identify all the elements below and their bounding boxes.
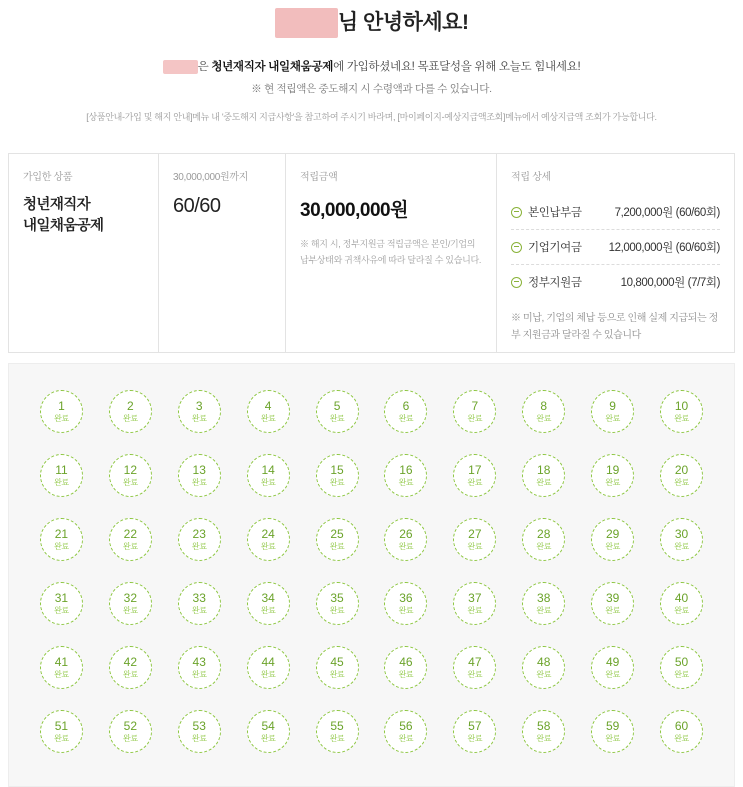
payment-circle[interactable] [384,710,427,753]
minus-circle-icon [511,207,522,218]
payment-circle-number: 8 [540,398,548,413]
payment-circle-number: 11 [55,462,68,477]
menu-guide-note: [상품안내-가입 및 해지 안내]메뉴 내 '중도해지 지급사항'을 참고하여 주시기 바라며, [마이페이지-예상지급액조회]메뉴에서 예상지급액 조회가 가능합니다. [86,112,657,123]
payment-circle-number: 33 [192,590,206,605]
payment-circle[interactable] [178,582,221,625]
payment-circle-number: 31 [54,590,69,605]
payment-circle-number: 14 [261,462,275,477]
payment-circle-number: 44 [261,654,275,669]
detail-name: 정부지원금 [528,277,582,290]
payment-circle[interactable] [178,710,221,753]
payment-circle[interactable] [453,646,496,689]
detail-value: 7,200,000원 (60/60회) [614,207,720,220]
payment-circle[interactable] [660,582,703,625]
amount-value: 30,000,000원 [300,200,408,222]
payment-circle-number: 56 [399,718,413,733]
payment-circle[interactable] [316,710,359,753]
payment-circle[interactable] [660,518,703,561]
payment-circle[interactable] [40,390,83,433]
payment-circle-status: 완료 [605,413,620,423]
detail-row [511,230,720,265]
payment-circle-number: 55 [330,718,344,733]
summary-progress-cell [159,154,286,352]
welcome-product-name: 청년재직자 내일채움공제 [211,61,334,74]
payment-circle-status: 완료 [467,669,483,679]
payment-circle[interactable] [178,454,221,497]
payment-circle[interactable] [522,518,565,561]
page-title [0,8,743,38]
payment-circle[interactable] [591,518,634,561]
payment-circle[interactable] [109,710,152,753]
payment-circle-number: 36 [399,590,413,605]
payment-circle-status: 완료 [123,733,138,743]
detail-row [511,195,720,230]
payment-circle[interactable] [316,390,359,433]
payment-circle-status: 완료 [260,413,276,423]
payment-circle[interactable] [247,646,290,689]
payment-circle-number: 20 [674,462,689,477]
payment-circle-number: 54 [261,718,275,733]
payment-circle-number: 4 [264,398,272,413]
detail-value: 12,000,000원 (60/60회) [608,242,720,255]
payment-circle-number: 48 [537,654,551,669]
payment-circle[interactable] [178,646,221,689]
payment-circle-status: 완료 [54,669,69,679]
payment-circle-status: 완료 [123,477,138,487]
detail-name: 본인납부금 [528,207,582,220]
payment-circle-status: 완료 [467,733,483,743]
payment-circle-number: 3 [195,398,203,413]
payment-circle[interactable] [660,390,703,433]
payment-circle-number: 52 [123,718,138,733]
payment-circle-number: 15 [330,462,344,477]
payment-circle-number: 22 [123,526,138,541]
payment-circle[interactable] [109,390,152,433]
payment-circle-number: 21 [54,526,69,541]
payment-circle-number: 39 [605,590,620,605]
payment-circle[interactable] [522,454,565,497]
payment-circle[interactable] [247,454,290,497]
payment-circle-number: 49 [605,654,620,669]
detail-name-group [511,239,582,255]
payment-circle[interactable] [522,710,565,753]
detail-name-group [511,204,582,220]
payment-circle[interactable] [522,646,565,689]
payment-circle[interactable] [178,518,221,561]
payment-circle-number: 58 [537,718,551,733]
payment-circle-status: 완료 [536,413,552,423]
payment-circle[interactable] [591,454,634,497]
payment-circle-number: 51 [54,718,69,733]
payment-circle-number: 34 [261,590,275,605]
payment-circle-status: 완료 [674,413,689,423]
payment-circle-status: 완료 [260,669,276,679]
masked-username-small [163,60,198,74]
payment-circle-number: 46 [399,654,413,669]
payment-circle-status: 완료 [605,733,620,743]
detail-name-group [511,274,582,290]
payment-circle-number: 6 [402,398,410,413]
payment-circle-status: 완료 [674,733,689,743]
payment-circle-status: 완료 [467,413,483,423]
payment-circle[interactable] [109,646,152,689]
payment-circle-status: 완료 [329,733,345,743]
payment-circle-status: 완료 [398,669,414,679]
payment-circle[interactable] [453,710,496,753]
payment-circle-number: 24 [261,526,275,541]
payment-circle-status: 완료 [329,541,345,551]
payment-circle[interactable] [40,582,83,625]
payment-circle-number: 12 [123,462,138,477]
payment-circle[interactable] [247,710,290,753]
payment-circle-status: 완료 [467,541,483,551]
greeting-suffix: 님 안녕하세요! [337,11,469,34]
minus-circle-icon [511,277,522,288]
payment-circle-status: 완료 [536,733,552,743]
payment-circle-status: 완료 [605,541,620,551]
payment-circle-status: 완료 [674,669,689,679]
payment-circle[interactable] [247,518,290,561]
detail-label: 적립 상세 [511,172,551,184]
payment-circle-status: 완료 [260,733,276,743]
amount-note: ※ 해지 시, 정부지원금 적립금액은 본인/기업의 납부상태와 귀책사유에 따라 달라질 수 있습니다. [300,239,482,266]
payment-circle-number: 17 [468,462,482,477]
payment-circle[interactable] [453,518,496,561]
payment-circle-status: 완료 [54,413,69,423]
payment-circle-number: 26 [399,526,413,541]
payment-circle[interactable] [247,582,290,625]
payment-circle-number: 28 [537,526,551,541]
welcome-suffix: 에 가입하셨네요! 목표달성을 위해 오늘도 힘내세요! [333,61,581,74]
payment-circle-number: 30 [674,526,689,541]
payment-circle-number: 23 [192,526,206,541]
summary-detail-cell [497,154,734,352]
payment-circle-number: 5 [333,398,341,413]
payment-circle-number: 2 [127,398,134,413]
payment-circle-number: 59 [605,718,620,733]
payment-circle[interactable] [384,454,427,497]
progress-count: 60/60 [173,195,221,218]
payment-circle-status: 완료 [54,605,69,615]
payment-circle-status: 완료 [536,669,552,679]
payment-circle-status: 완료 [398,733,414,743]
payment-circle-status: 완료 [123,413,138,423]
payment-circle-status: 완료 [536,477,552,487]
payment-circle-number: 45 [330,654,344,669]
payment-circle-status: 완료 [605,669,620,679]
payment-circle-status: 완료 [329,413,345,423]
payment-circle[interactable] [109,454,152,497]
payment-circle-status: 완료 [123,605,138,615]
payment-grid-panel [8,363,735,787]
payment-circle[interactable] [453,390,496,433]
payment-circle-status: 완료 [329,669,345,679]
payment-circle-status: 완료 [260,477,276,487]
payment-circle[interactable] [40,518,83,561]
payment-circle[interactable] [660,710,703,753]
payment-circle-number: 29 [605,526,620,541]
payment-circle-number: 13 [192,462,206,477]
product-name-line1: 청년재직자 [23,197,91,214]
payment-circle-status: 완료 [398,605,414,615]
summary-amount-cell [286,154,497,352]
payment-circle-status: 완료 [191,669,207,679]
payment-circle-status: 완료 [674,605,689,615]
minus-circle-icon [511,242,522,253]
payment-circle[interactable] [453,582,496,625]
payment-circle[interactable] [384,582,427,625]
payment-circle[interactable] [316,582,359,625]
payment-circle-status: 완료 [54,733,69,743]
payment-circle-number: 40 [674,590,689,605]
payment-circle-number: 57 [468,718,482,733]
page-header [0,0,743,127]
payment-circle-number: 32 [123,590,138,605]
payment-circle-status: 완료 [536,605,552,615]
payment-circle-number: 47 [468,654,482,669]
payment-circle-number: 10 [674,398,689,413]
payment-circle-number: 1 [58,398,65,413]
payment-circle-status: 완료 [54,477,69,487]
payment-circle[interactable] [522,390,565,433]
payment-circle-status: 완료 [467,477,483,487]
payment-circle-status: 완료 [674,541,689,551]
payment-circle-status: 완료 [467,605,483,615]
payment-circle-number: 41 [54,654,69,669]
payment-circle-number: 7 [471,398,479,413]
detail-row [511,265,720,299]
summary-product-cell [9,154,159,352]
payment-circle-number: 25 [330,526,344,541]
payment-circle-number: 35 [330,590,344,605]
payment-circle-number: 19 [605,462,620,477]
payment-circle-status: 완료 [123,669,138,679]
payment-circle-number: 50 [674,654,689,669]
welcome-prefix: 은 [197,61,212,74]
payment-circle-status: 완료 [329,605,345,615]
payment-circle-status: 완료 [260,541,276,551]
progress-label: 30,000,000원까지 [173,172,249,184]
payment-circle[interactable] [316,454,359,497]
payment-circle[interactable] [591,646,634,689]
payment-circle-number: 42 [123,654,138,669]
payment-circle-status: 완료 [398,477,414,487]
payment-circle-status: 완료 [398,413,414,423]
payment-circle[interactable] [660,646,703,689]
payment-circle[interactable] [384,390,427,433]
payment-grid [27,390,716,753]
payment-circle[interactable] [316,646,359,689]
payment-circle[interactable] [247,390,290,433]
payment-circle-status: 완료 [536,541,552,551]
summary-panel [8,153,735,353]
payment-circle[interactable] [109,518,152,561]
payment-circle-number: 16 [399,462,413,477]
payment-circle[interactable] [660,454,703,497]
masked-username [275,8,338,38]
payment-circle-number: 18 [537,462,551,477]
payment-circle-number: 37 [468,590,482,605]
payment-circle-number: 27 [468,526,482,541]
payment-circle[interactable] [384,646,427,689]
payment-circle-number: 43 [192,654,206,669]
payment-circle[interactable] [178,390,221,433]
payment-circle[interactable] [40,710,83,753]
payment-circle[interactable] [591,582,634,625]
payment-circle-status: 완료 [605,605,620,615]
payment-circle-status: 완료 [191,477,207,487]
payment-circle-status: 완료 [674,477,689,487]
payment-circle[interactable] [591,710,634,753]
payment-circle-status: 완료 [191,733,207,743]
payment-circle-status: 완료 [191,541,207,551]
payment-circle[interactable] [40,646,83,689]
payment-circle-number: 53 [192,718,206,733]
payment-circle-status: 완료 [191,413,207,423]
detail-note: ※ 미납, 기업의 체납 등으로 인해 실제 지급되는 정부 지원금과 달라질 수 있습니다 [511,313,718,342]
detail-value: 10,800,000원 (7/7회) [620,277,720,290]
payment-circle[interactable] [316,518,359,561]
payment-circle-status: 완료 [123,541,138,551]
payment-circle[interactable] [40,454,83,497]
payment-circle-number: 60 [674,718,689,733]
amount-disclaimer: ※ 현 적립액은 중도해지 시 수령액과 다를 수 있습니다. [251,83,492,96]
detail-name: 기업기여금 [528,242,582,255]
payment-circle[interactable] [591,390,634,433]
product-label: 가입한 상품 [23,172,73,184]
payment-circle-status: 완료 [398,541,414,551]
payment-circle-status: 완료 [54,541,69,551]
payment-circle[interactable] [453,454,496,497]
product-name-line2: 내일채움공제 [23,218,104,235]
payment-circle-status: 완료 [605,477,620,487]
amount-label: 적립금액 [300,172,338,184]
payment-circle[interactable] [109,582,152,625]
welcome-message [0,58,743,76]
payment-circle-status: 완료 [191,605,207,615]
payment-circle[interactable] [384,518,427,561]
payment-circle-status: 완료 [260,605,276,615]
payment-circle-number: 9 [609,398,616,413]
payment-circle[interactable] [522,582,565,625]
payment-circle-status: 완료 [329,477,345,487]
payment-circle-number: 38 [537,590,551,605]
